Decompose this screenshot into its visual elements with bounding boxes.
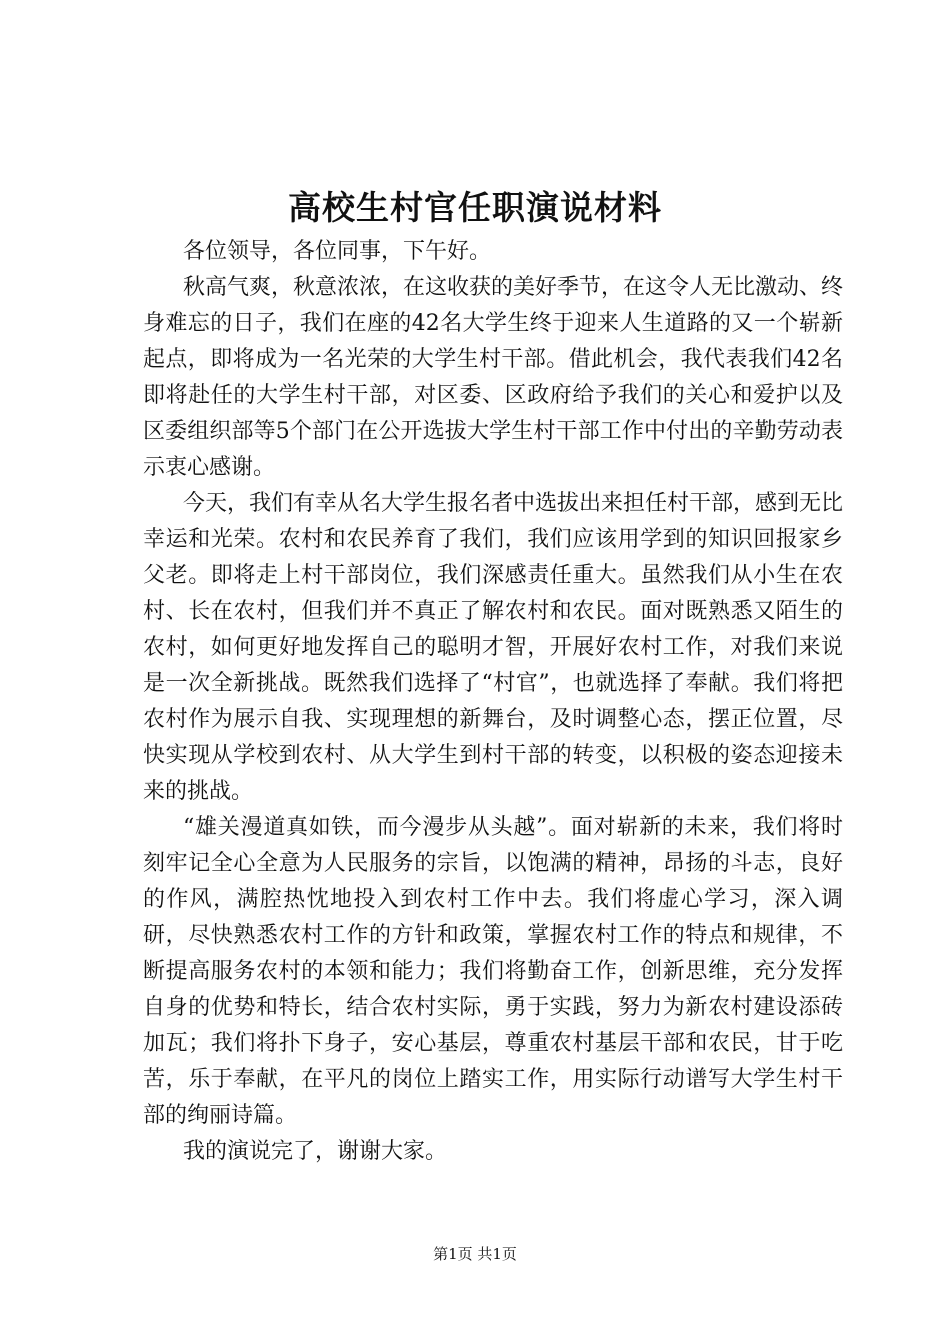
paragraph-autumn: 秋高气爽，秋意浓浓，在这收获的美好季节，在这令人无比激动、终身难忘的日子，我们在座的42名大学生终于迎来人生道路的又一个崭新起点，即将成为一名光荣的大学生村干部。借此机会，我代表我们42名即将赴任的大学生村干部，对区委、区政府给予我们的关心和爱护以及区委组织部等5个部门在公开选拔大学生村干部工作中付出的辛勤劳动表示衷心感谢。 bbox=[143, 275, 844, 480]
paragraph-greeting: 各位领导，各位同事，下午好。 bbox=[183, 239, 492, 264]
document-title: 高校生村官任职演说材料 bbox=[288, 188, 662, 227]
paragraph-closing: 我的演说完了，谢谢大家。 bbox=[183, 1139, 448, 1164]
paragraph-future: “雄关漫道真如铁，而今漫步从头越”。面对崭新的未来，我们将时刻牢记全心全意为人民服务的宗旨，以饱满的精神，昂扬的斗志，良好的作风，满腔热忱地投入到农村工作中去。我们将虚心学习，深入调研，尽快熟悉农村工作的方针和政策，掌握农村工作的特点和规律，不断提高服务农村的本领和能力；我们将勤奋工作，创新思维，充分发挥自身的优势和特长，结合农村实际，勇于实践，努力为新农村建设添砖加瓦；我们将扑下身子，安心基层，尊重农村基层干部和农民，甘于吃苦，乐于奉献，在平凡的岗位上踏实工作，用实际行动谱写大学生村干部的绚丽诗篇。 bbox=[143, 815, 843, 1128]
paragraph-today: 今天，我们有幸从名大学生报名者中选拔出来担任村干部，感到无比幸运和光荣。农村和农民养育了我们，我们应该用学到的知识回报家乡父老。即将走上村干部岗位，我们深感责任重大。虽然我们从小生在农村、长在农村，但我们并不真正了解农村和农民。面对既熟悉又陌生的农村，如何更好地发挥自己的聪明才智，开展好农村工作，对我们来说是一次全新挑战。既然我们选择了“村官”，也就选择了奉献。我们将把农村作为展示自我、实现理想的新舞台，及时调整心态，摆正位置，尽快实现从学校到农村、从大学生到村干部的转变，以积极的姿态迎接未来的挑战。 bbox=[143, 491, 844, 804]
document-body bbox=[143, 234, 843, 1170]
page-footer: 第1页 共1页 bbox=[433, 1245, 517, 1263]
